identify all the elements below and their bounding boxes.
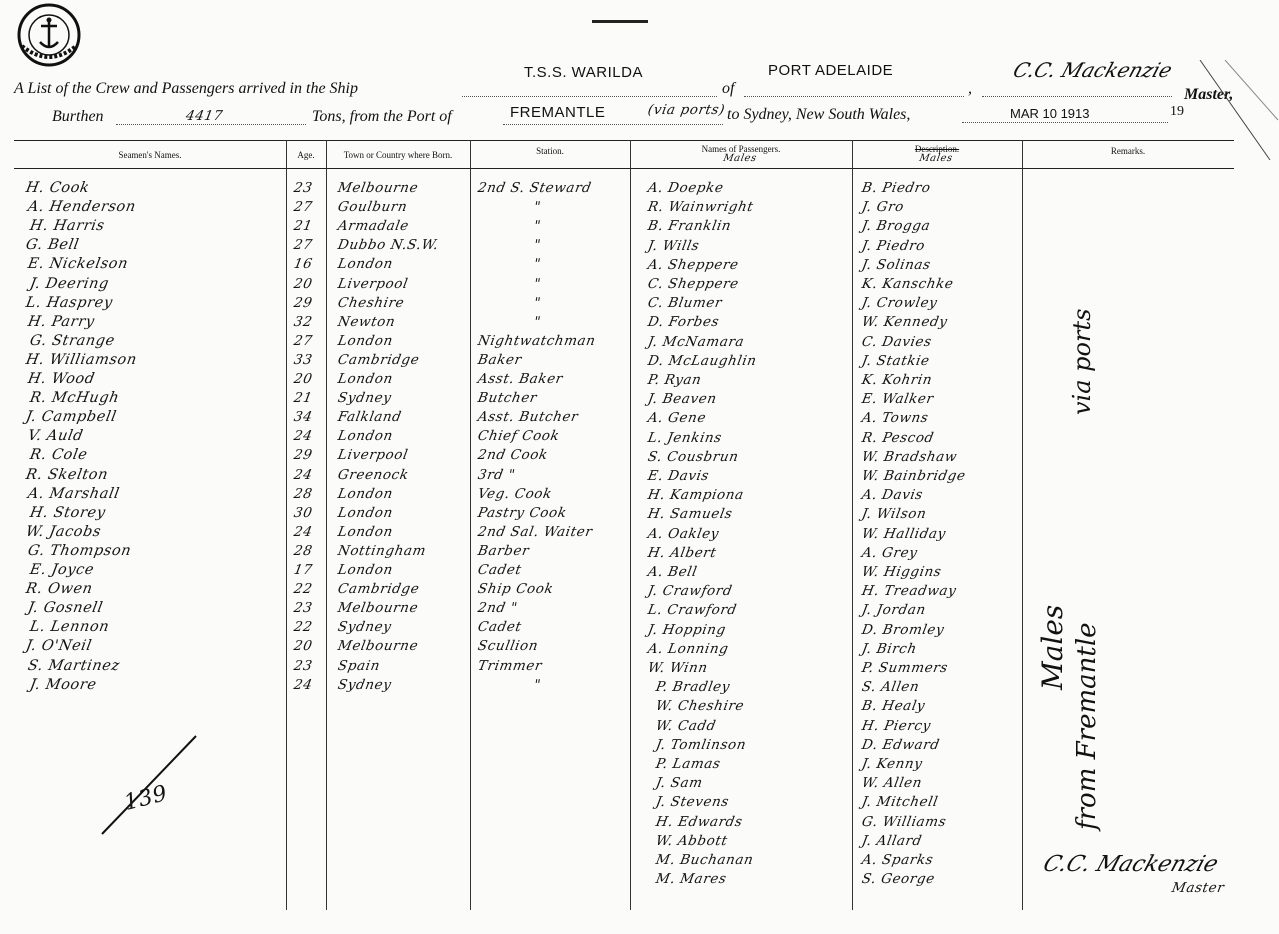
col-head-born: Town or Country where Born. (343, 150, 453, 160)
crew-name: W. Jacobs (24, 523, 103, 540)
passenger-name: J. Hopping (646, 621, 728, 638)
remark-from-fremantle: from Fremantle (1072, 622, 1102, 830)
passenger-name: H. Edwards (654, 813, 744, 830)
passenger-name: L. Crawford (646, 602, 739, 619)
crew-name: H. Wood (26, 371, 97, 387)
top-rule (592, 20, 648, 23)
crew-born: Melbourne (336, 180, 420, 196)
from-port-dotted-line (503, 124, 723, 125)
description-name: D. Edward (860, 736, 941, 753)
description-name: S. George (860, 871, 937, 888)
crew-name: H. Harris (28, 218, 106, 235)
passenger-name: A. Gene (646, 410, 708, 427)
crew-name: L. Lennon (28, 619, 111, 636)
crew-age: 29 (292, 447, 314, 464)
crew-station: Asst. Baker (476, 371, 565, 387)
crew-station: Ship Cook (476, 581, 555, 598)
footer-signature: C.C. Mackenzie (1039, 852, 1222, 877)
crew-age: 27 (292, 237, 314, 254)
folio-number: 139 (121, 781, 171, 816)
description-name: W. Halliday (860, 525, 948, 542)
crew-born: Melbourne (336, 638, 420, 655)
description-name: W. Kennedy (860, 314, 949, 331)
table-top-rule (14, 140, 1234, 141)
crew-age: 28 (292, 542, 314, 559)
crew-station: " (532, 294, 543, 311)
crew-name: J. Campbell (24, 409, 118, 426)
description-name: A. Sparks (860, 852, 935, 868)
description-name: K. Kanschke (860, 276, 955, 292)
description-name: J. Birch (860, 640, 919, 657)
arrival-date-stamp: MAR 10 1913 (1010, 106, 1090, 121)
crew-age: 16 (292, 256, 314, 273)
passenger-name: M. Mares (654, 871, 728, 888)
crew-station: Baker (476, 351, 524, 368)
crew-name: G. Bell (24, 237, 81, 254)
footer-role: Master (1170, 880, 1226, 896)
crew-born: Cambridge (336, 351, 421, 368)
passenger-name: J. Tomlinson (654, 736, 748, 753)
crew-born: London (336, 504, 395, 521)
passenger-name: J. Stevens (654, 794, 731, 811)
of-label: of (722, 80, 735, 97)
crew-age: 29 (292, 294, 314, 311)
year-suffix: 19 (1170, 104, 1184, 119)
crew-station: 3rd " (476, 466, 517, 483)
crew-name: R. McHugh (28, 390, 121, 407)
description-name: W. Allen (860, 775, 924, 792)
crew-born: Greenock (336, 466, 411, 483)
passenger-name: W. Cheshire (654, 698, 746, 715)
crew-age: 20 (292, 275, 314, 292)
description-name: E. Walker (860, 391, 935, 408)
page-fold-line (1170, 60, 1279, 180)
remark-via-ports: via ports (1068, 308, 1096, 415)
passenger-name: D. McLaughlin (646, 352, 758, 369)
crew-born: Sydney (336, 390, 393, 407)
col-divider-3 (470, 140, 471, 910)
passenger-name: H. Kampiona (646, 487, 746, 504)
description-name: D. Bromley (860, 621, 946, 638)
crew-born: Melbourne (336, 600, 420, 617)
crew-age: 32 (292, 313, 314, 330)
crew-age: 17 (292, 562, 314, 578)
crew-age: 21 (292, 390, 314, 407)
crew-station: Chief Cook (476, 428, 561, 445)
crew-name: A. Marshall (26, 485, 121, 502)
crew-station: Veg. Cook (476, 485, 554, 502)
crew-station: 2nd S. Steward (476, 180, 593, 196)
to-sydney-label: to Sydney, New South Wales, (727, 106, 911, 123)
passenger-name: B. Franklin (646, 218, 733, 235)
passenger-name: J. Beaven (646, 391, 719, 408)
crew-age: 20 (292, 638, 314, 655)
ship-name-dotted-line (462, 96, 717, 97)
crew-born: Newton (336, 313, 397, 330)
crew-born: London (336, 485, 395, 502)
description-name: W. Bradshaw (860, 448, 959, 465)
passenger-name: A. Oakley (646, 525, 721, 542)
crew-age: 23 (292, 657, 314, 674)
description-name: K. Kohrin (860, 372, 934, 388)
crew-age: 22 (292, 619, 314, 636)
description-name: G. Williams (860, 813, 948, 830)
description-name: J. Kenny (860, 756, 924, 772)
crew-age: 21 (292, 218, 314, 235)
description-name: A. Grey (860, 544, 919, 561)
passenger-name: A. Bell (646, 564, 699, 580)
description-name: B. Piedro (860, 180, 932, 196)
crew-born: Sydney (336, 619, 393, 636)
crew-station: Cadet (476, 619, 523, 636)
col-head-age: Age. (297, 150, 315, 160)
crew-name: E. Nickelson (26, 256, 130, 273)
passenger-name: R. Wainwright (646, 199, 755, 216)
burthen-label: Burthen (52, 108, 104, 125)
passenger-name: W. Winn (646, 660, 710, 676)
master-signature: C.C. Mackenzie (1010, 58, 1176, 82)
ship-name: T.S.S. WARILDA (524, 64, 643, 81)
crew-name: R. Cole (28, 447, 89, 464)
crew-station: Nightwatchman (476, 332, 597, 349)
crew-station: " (532, 676, 543, 693)
passenger-name: S. Cousbrun (646, 448, 740, 465)
crew-station: 2nd Cook (476, 447, 550, 464)
description-name: R. Pescod (860, 429, 936, 446)
description-name: W. Bainbridge (860, 468, 967, 484)
passenger-name: J. Crawford (646, 583, 734, 600)
table-header-rule (14, 168, 1234, 169)
description-name: B. Healy (860, 698, 927, 715)
remark-males: Males (1036, 604, 1069, 690)
crew-name: A. Henderson (26, 199, 138, 216)
shipping-office-seal-icon (14, 2, 84, 68)
crew-age: 20 (292, 371, 314, 387)
description-name: H. Treadway (860, 583, 958, 600)
crew-name: H. Cook (24, 180, 91, 196)
crew-born: Liverpool (336, 447, 410, 464)
col-divider-4 (630, 140, 631, 910)
crew-age: 23 (292, 180, 314, 196)
passenger-name: A. Lonning (646, 640, 730, 657)
crew-age: 24 (292, 428, 314, 445)
passenger-name: P. Bradley (654, 679, 732, 696)
crew-age: 24 (292, 523, 314, 540)
crew-name: H. Williamson (24, 351, 139, 368)
crew-name: R. Owen (24, 581, 94, 598)
burthen-dotted-line (116, 124, 306, 125)
crew-station: Asst. Butcher (476, 409, 580, 426)
crew-born: London (336, 562, 395, 578)
description-name: C. Davies (860, 333, 933, 350)
date-dotted-line (962, 122, 1168, 123)
col-head-description: Description. (914, 144, 960, 154)
master-label: Master, (1184, 86, 1234, 103)
description-name: J. Wilson (860, 506, 928, 523)
crew-born: Armadale (336, 218, 411, 235)
crew-station: " (532, 199, 543, 216)
description-name: J. Brogga (860, 218, 932, 235)
burthen-value: 4417 (184, 108, 225, 124)
passenger-name: J. Wills (646, 237, 701, 254)
col-head-description-sub: Males (918, 153, 954, 164)
passenger-name: M. Buchanan (654, 852, 755, 868)
crew-born: London (336, 332, 395, 349)
col-divider-1 (286, 140, 287, 910)
crew-age: 24 (292, 676, 314, 693)
crew-age: 30 (292, 504, 314, 521)
master-dotted-line (982, 96, 1172, 97)
col-head-station: Station. (536, 146, 564, 156)
crew-born: London (336, 523, 395, 540)
crew-station: " (532, 218, 543, 235)
crew-born: Dubbo N.S.W. (336, 237, 440, 254)
description-name: J. Piedro (860, 237, 927, 254)
crew-name: V. Auld (26, 428, 85, 445)
crew-name: L. Hasprey (24, 294, 114, 311)
description-name: J. Statkie (860, 352, 932, 369)
description-name: A. Davis (860, 487, 925, 504)
crew-age: 34 (292, 409, 314, 426)
crew-name: G. Strange (28, 332, 117, 349)
port-dotted-line (744, 96, 964, 97)
crew-age: 28 (292, 485, 314, 502)
crew-name: H. Parry (26, 313, 96, 330)
crew-name: E. Joyce (28, 562, 96, 578)
passenger-name: J. Sam (654, 775, 705, 792)
ship-list-label: A List of the Crew and Passengers arrived in the Ship (14, 80, 358, 97)
crew-station: " (532, 275, 543, 292)
description-name: H. Piercy (860, 717, 933, 734)
crew-name: S. Martinez (26, 657, 122, 674)
crew-station: 2nd Sal. Waiter (476, 523, 594, 540)
crew-born: Liverpool (336, 275, 410, 292)
col-divider-5 (852, 140, 853, 910)
crew-station: Butcher (476, 390, 539, 407)
passenger-name: P. Ryan (646, 372, 703, 388)
crew-name: J. Deering (28, 275, 111, 292)
passenger-name: H. Albert (646, 544, 718, 561)
description-name: A. Towns (860, 410, 930, 427)
passenger-name: C. Blumer (646, 295, 724, 312)
description-name: J. Crowley (860, 295, 939, 312)
crew-station: Trimmer (476, 657, 544, 674)
port-name: PORT ADELAIDE (768, 62, 894, 79)
crew-born: Falkland (336, 409, 403, 426)
description-name: J. Gro (860, 199, 906, 216)
crew-name: J. Moore (28, 676, 98, 693)
crew-born: Sydney (336, 676, 393, 693)
crew-age: 27 (292, 332, 314, 349)
crew-station: Pastry Cook (476, 504, 569, 521)
passenger-name: J. McNamara (646, 333, 746, 350)
col-head-passengers: Names of Passengers. (701, 144, 781, 154)
crew-station: Scullion (476, 638, 540, 655)
crew-station: " (532, 237, 543, 254)
description-name: J. Mitchell (860, 794, 940, 811)
passenger-name: C. Sheppere (646, 276, 741, 292)
description-name: W. Higgins (860, 564, 943, 580)
col-divider-2 (326, 140, 327, 910)
via-ports-note: (via ports) (646, 102, 727, 118)
passenger-name: A. Doepke (646, 180, 725, 196)
col-divider-6 (1022, 140, 1023, 910)
description-name: J. Allard (860, 832, 924, 849)
col-head-passengers-sub: Males (722, 153, 758, 164)
crew-born: London (336, 256, 395, 273)
col-head-names: Seamen's Names. (118, 150, 182, 160)
passenger-name: L. Jenkins (646, 429, 724, 446)
crew-age: 22 (292, 581, 314, 598)
crew-name: R. Skelton (24, 466, 110, 483)
crew-age: 33 (292, 351, 314, 368)
crew-name: G. Thompson (26, 542, 133, 559)
passenger-name: A. Sheppere (646, 256, 741, 273)
crew-age: 24 (292, 466, 314, 483)
crew-name: J. Gosnell (26, 600, 105, 617)
crew-age: 23 (292, 600, 314, 617)
crew-born: Goulburn (336, 199, 409, 216)
description-name: P. Summers (860, 660, 950, 676)
crew-station: " (532, 256, 543, 273)
crew-age: 27 (292, 199, 314, 216)
from-port: FREMANTLE (510, 104, 606, 121)
crew-born: Cheshire (336, 294, 406, 311)
passenger-name: W. Abbott (654, 832, 729, 849)
passenger-name: E. Davis (646, 468, 711, 484)
passenger-name: P. Lamas (654, 756, 722, 772)
crew-born: Spain (336, 657, 382, 674)
crew-station: Barber (476, 542, 531, 559)
tons-label: Tons, from the Port of (312, 108, 452, 125)
passenger-name: H. Samuels (646, 506, 734, 523)
description-name: S. Allen (860, 679, 921, 696)
crew-born: Nottingham (336, 542, 428, 559)
crew-station: 2nd " (476, 600, 519, 617)
description-name: J. Jordan (860, 602, 928, 619)
passenger-name: W. Cadd (654, 717, 718, 734)
col-head-remarks: Remarks. (1110, 146, 1146, 156)
crew-born: Cambridge (336, 581, 421, 598)
comma: , (968, 80, 972, 97)
crew-born: London (336, 428, 395, 445)
crew-station: Cadet (476, 562, 523, 578)
crew-name: J. O'Neil (24, 638, 94, 655)
crew-name: H. Storey (28, 504, 107, 521)
crew-born: London (336, 371, 395, 387)
crew-station: " (532, 313, 543, 330)
passenger-name: D. Forbes (646, 314, 721, 331)
description-name: J. Solinas (860, 256, 933, 273)
